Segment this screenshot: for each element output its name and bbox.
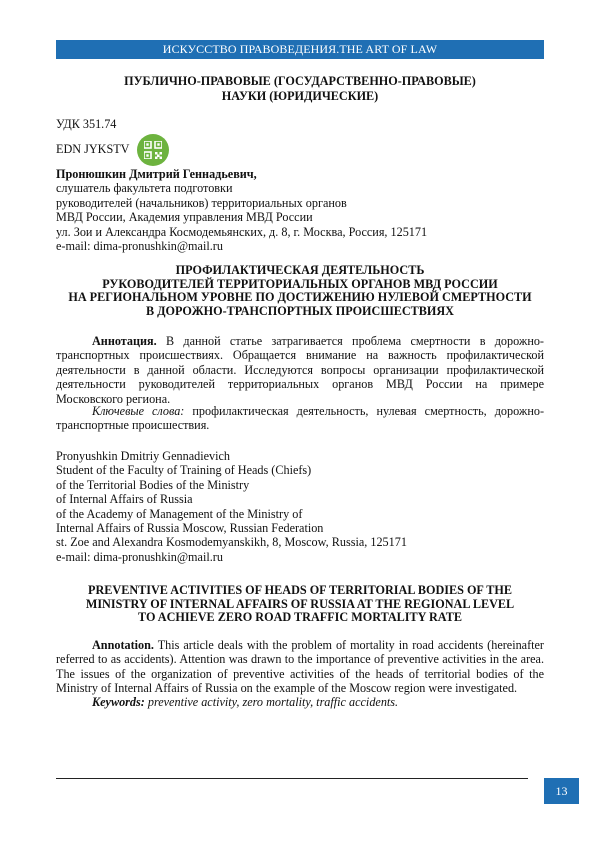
keywords-ru	[56, 404, 544, 433]
keywords-en	[56, 695, 544, 709]
abstract-en-text: This article deals with the problem of mortality in road accidents (hereinafter referred to as accidents). Attention was drawn to the importance of preventive activities in the area. The issues of the organization of preventive activities of the heads of territorial bodies of the Ministry of Internal Affairs of Russia on the example of the Moscow region were investigated.	[56, 638, 544, 696]
author-en-line: of the Territorial Bodies of the Ministry	[56, 477, 250, 492]
title-en	[56, 584, 544, 625]
title-ru-line: ПРОФИЛАКТИЧЕСКАЯ ДЕЯТЕЛЬНОСТЬ	[175, 263, 425, 277]
author-ru-line: руководителей (начальников) территориальных органов	[56, 195, 347, 210]
title-ru	[56, 264, 544, 318]
page-number: 13	[544, 778, 579, 804]
author-ru-line: слушатель факультета подготовки	[56, 181, 233, 196]
title-en-line: MINISTRY OF INTERNAL AFFAIRS OF RUSSIA AT THE REGIONAL LEVEL	[85, 596, 515, 611]
journal-header: ИСКУССТВО ПРАВОВЕДЕНИЯ.THE ART OF LAW	[56, 40, 544, 59]
author-en-line: of the Academy of Management of the Ministry of	[56, 506, 303, 521]
author-ru-line: ул. Зои и Александра Космодемьянских, д. 8, г. Москва, Россия, 125171	[56, 224, 428, 239]
section-heading-line2: НАУКИ (ЮРИДИЧЕСКИЕ)	[221, 89, 379, 103]
abstract-ru-text: В данной статье затрагивается проблема смертности в дорожно-транспортных происшествиях. Обращается внимание на важность профилактической деятельности в данной области. Исследуются вопросы организации профилактической деятельности руководителей территориальных органов МВД России на примере Московского региона.	[56, 334, 544, 406]
author-ru-line: МВД России, Академия управления МВД России	[56, 210, 313, 225]
keywords-en-text: preventive activity, zero mortality, traffic accidents.	[144, 695, 399, 709]
author-en-line: st. Zoe and Alexandra Kosmodemyanskikh, 8, Moscow, Russia, 125171	[56, 535, 407, 550]
author-ru	[56, 167, 544, 253]
author-ru-email: e-mail: dima-pronushkin@mail.ru	[56, 239, 223, 254]
keywords-en-label: Keywords:	[92, 695, 145, 709]
title-ru-line: НА РЕГИОНАЛЬНОМ УРОВНЕ ПО ДОСТИЖЕНИЮ НУЛЕВОЙ СМЕРТНОСТИ	[68, 290, 532, 305]
abstract-en-label: Annotation.	[92, 638, 154, 652]
edn-code: EDN JYKSTV	[56, 142, 130, 156]
title-ru-line: РУКОВОДИТЕЛЕЙ ТЕРРИТОРИАЛЬНЫХ ОРГАНОВ МВД РОССИИ	[102, 276, 498, 291]
author-en-name: Pronyushkin Dmitriy Gennadievich	[56, 449, 230, 463]
keywords-ru-label: Ключевые слова:	[92, 404, 185, 418]
author-en-line: Internal Affairs of Russia Moscow, Russian Federation	[56, 521, 324, 536]
author-en-line: of Internal Affairs of Russia	[56, 492, 193, 507]
abstract-ru-label: Аннотация.	[92, 334, 157, 348]
qr-code-icon	[137, 134, 169, 166]
footer-rule	[56, 778, 528, 779]
author-en	[56, 449, 544, 564]
author-en-email: e-mail: dima-pronushkin@mail.ru	[56, 549, 223, 564]
section-heading	[56, 74, 544, 104]
title-ru-line: В ДОРОЖНО-ТРАНСПОРТНЫХ ПРОИСШЕСТВИЯХ	[145, 303, 454, 318]
abstract-en	[56, 638, 544, 696]
author-en-line: Student of the Faculty of Training of Heads (Chiefs)	[56, 463, 312, 478]
title-en-line: PREVENTIVE ACTIVITIES OF HEADS OF TERRITORIAL BODIES OF THE	[88, 583, 512, 597]
author-ru-name: Пронюшкин Дмитрий Геннадьевич,	[56, 167, 257, 181]
section-heading-line1: ПУБЛИЧНО-ПРАВОВЫЕ (ГОСУДАРСТВЕННО-ПРАВОВЫЕ)	[124, 74, 476, 88]
udk-code: УДК 351.74	[56, 117, 117, 131]
title-en-line: TO ACHIEVE ZERO ROAD TRAFFIC MORTALITY RATE	[138, 610, 462, 625]
keywords-ru-text: профилактическая деятельность, нулевая смертность, дорожно-транспортные происшествия.	[56, 404, 544, 433]
abstract-ru	[56, 334, 544, 406]
